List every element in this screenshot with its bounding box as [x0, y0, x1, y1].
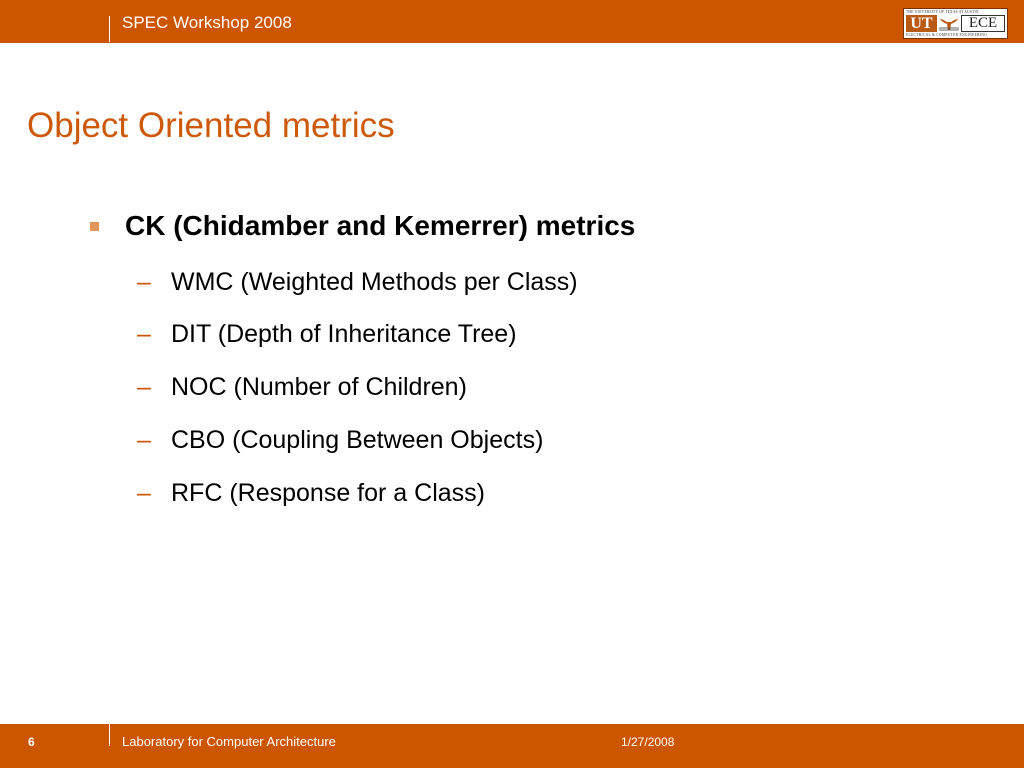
longhorn-icon [939, 16, 959, 31]
main-bullet-text: CK (Chidamber and Kemerrer) metrics [125, 210, 636, 241]
sub-bullet-dit: DIT (Depth of Inheritance Tree) [171, 320, 517, 348]
square-bullet-icon [90, 222, 99, 231]
list-item [0, 263, 1024, 299]
header-divider [109, 16, 110, 42]
header-bar [0, 0, 1024, 43]
sub-bullet-noc: NOC (Number of Children) [171, 373, 467, 401]
sub-bullet-cbo: CBO (Coupling Between Objects) [171, 426, 544, 454]
footer-lab-name: Laboratory for Computer Architecture [122, 734, 336, 749]
dash-bullet-icon: – [137, 268, 151, 296]
dash-bullet-icon: – [137, 479, 151, 507]
footer-date: 1/27/2008 [621, 735, 675, 749]
slide-title: Object Oriented metrics [27, 106, 395, 145]
dash-bullet-icon: – [137, 373, 151, 401]
dash-bullet-icon: – [137, 320, 151, 348]
sub-bullet-wmc: WMC (Weighted Methods per Class) [171, 268, 578, 296]
logo-ece: ECE [961, 15, 1005, 32]
sub-bullet-rfc: RFC (Response for a Class) [171, 479, 485, 507]
list-item [0, 421, 1024, 457]
list-item [0, 474, 1024, 510]
footer-bar [0, 724, 1024, 768]
list-item [0, 368, 1024, 404]
footer-divider [109, 724, 110, 746]
header-title: SPEC Workshop 2008 [122, 13, 292, 32]
list-item [0, 315, 1024, 351]
dash-bullet-icon: – [137, 426, 151, 454]
logo-university-line: THE UNIVERSITY OF TEXAS AT AUSTIN [906, 10, 979, 14]
logo-department-line: ELECTRICAL & COMPUTER ENGINEERING [906, 33, 988, 37]
ut-ece-logo [903, 8, 1008, 39]
logo-ut: UT [906, 15, 937, 32]
page-number: 6 [28, 735, 35, 749]
